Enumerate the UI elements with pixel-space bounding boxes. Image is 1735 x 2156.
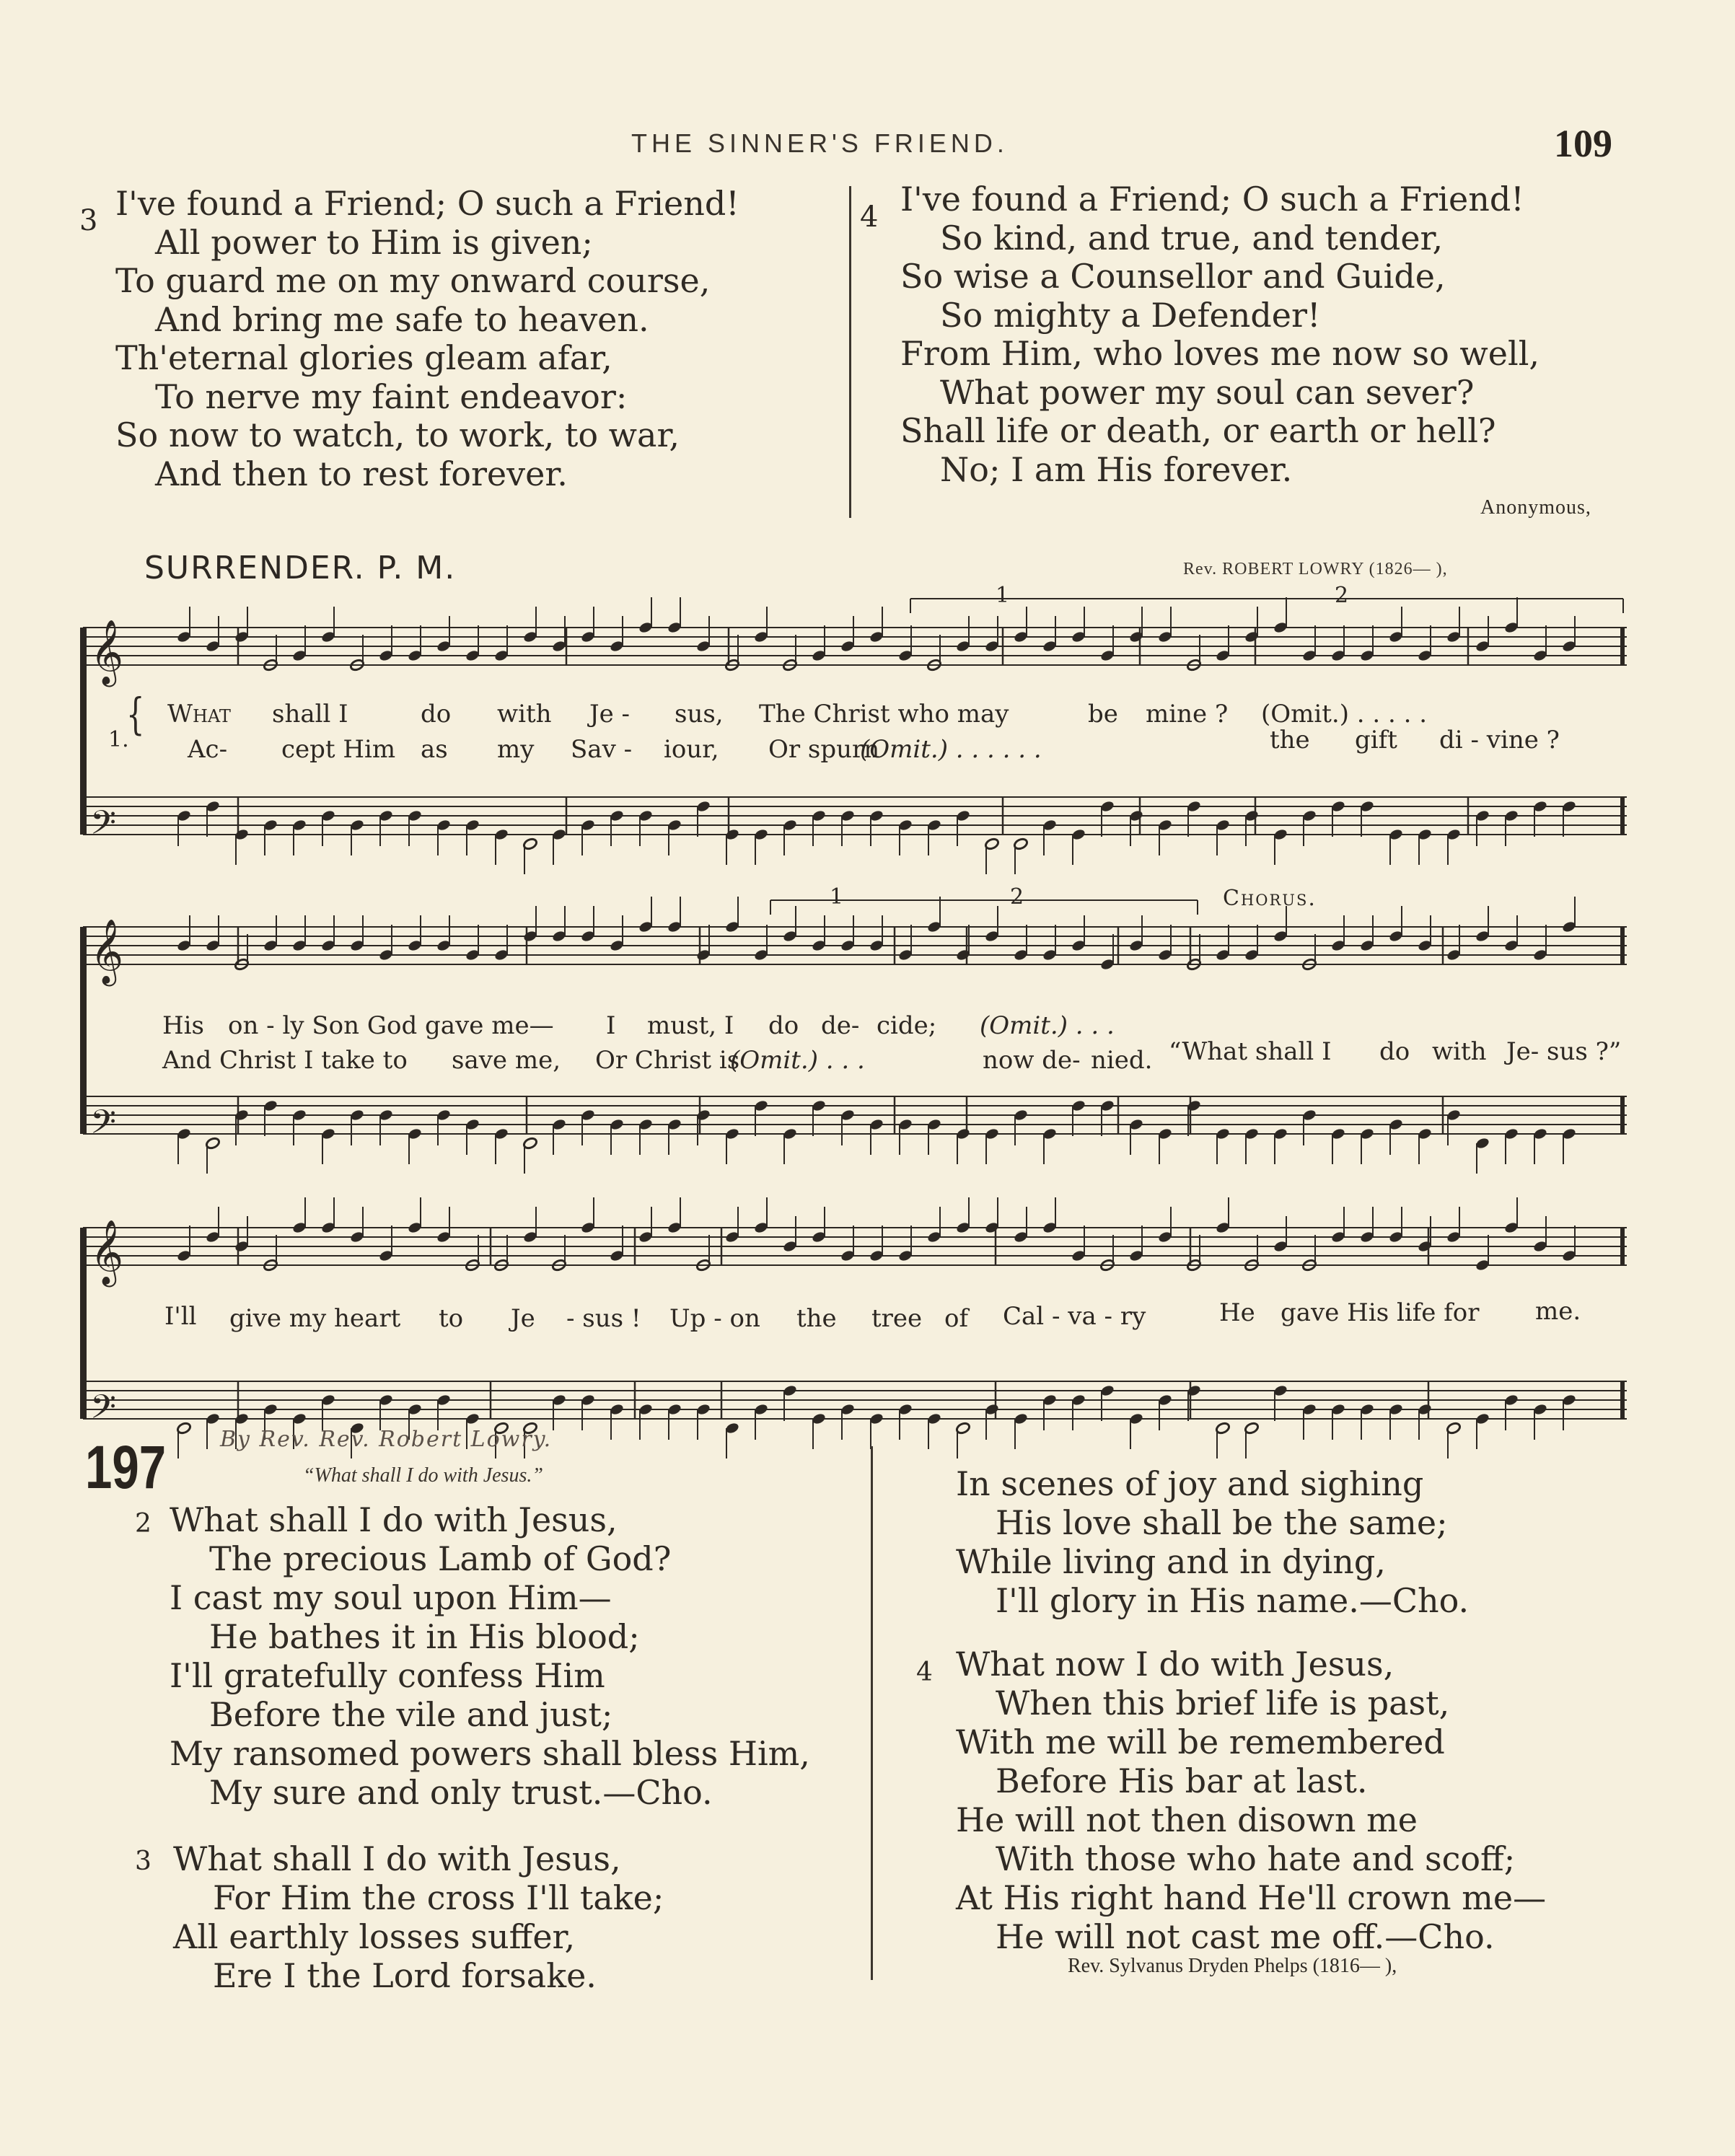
running-title: THE SINNER'S FRIEND. <box>631 128 1009 158</box>
lyric: shall I <box>272 700 348 729</box>
verse-line: While living and in dying, <box>956 1542 1386 1581</box>
attribution-anonymous: Anonymous, <box>1480 496 1591 519</box>
lyric: - sus ! <box>566 1304 641 1333</box>
stanza-2 <box>170 1500 862 1812</box>
lyric: be <box>1088 700 1118 729</box>
lyric: And Christ I take to <box>162 1046 408 1075</box>
lyric: His <box>162 1011 204 1040</box>
lyric: Ac- <box>188 735 228 764</box>
verse-line: So wise a Counsellor and Guide, <box>900 257 1446 296</box>
verse-line: So now to watch, to work, to war, <box>115 415 680 454</box>
verse-line: His love shall be the same; <box>996 1503 1448 1542</box>
svg-text:𝄢: 𝄢 <box>90 804 117 850</box>
lyric: cide; <box>877 1011 937 1040</box>
lyric: do <box>768 1011 799 1040</box>
verse-line: What shall I do with Jesus, <box>173 1839 621 1878</box>
verse-4-number: 4 <box>860 201 879 234</box>
verse-line: So kind, and true, and tender, <box>940 218 1444 258</box>
verse-line: I'll glory in His name.—Cho. <box>996 1581 1470 1620</box>
lyric: as <box>421 735 448 764</box>
stanza-number: 1. <box>108 727 129 752</box>
verse-line: For Him the cross I'll take; <box>213 1878 664 1917</box>
hymn-number: 197 <box>85 1433 167 1501</box>
lyric: save me, <box>452 1046 561 1075</box>
volta-2-label: 2 <box>1335 583 1349 608</box>
verse-line: What shall I do with Jesus, <box>170 1500 618 1539</box>
lyric: to <box>439 1304 464 1333</box>
verse-line: At His right hand He'll crown me— <box>956 1878 1547 1917</box>
lyric: the <box>1270 726 1310 754</box>
volta-2-label-system2: 2 <box>1010 884 1024 910</box>
lyric: do <box>1379 1037 1410 1066</box>
lyric: mine ? <box>1146 700 1229 729</box>
lyric: I'll <box>164 1302 197 1331</box>
lyric: with <box>497 700 552 729</box>
lyric: now de- <box>983 1046 1081 1075</box>
lyric: with <box>1432 1037 1487 1066</box>
lyric: sus, <box>675 700 724 729</box>
verse-line: My ransomed powers shall bless Him, <box>170 1734 810 1773</box>
lyric: “What shall I <box>1169 1037 1332 1066</box>
lyric: iour, <box>664 735 719 764</box>
verse-line: I've found a Friend; O such a Friend! <box>115 184 739 223</box>
lyric: give my heart <box>229 1304 401 1333</box>
stanza-3 <box>173 1839 866 1995</box>
verse-line: To guard me on my onward course, <box>115 261 711 300</box>
lyric: tree <box>871 1304 923 1333</box>
svg-text:𝄞: 𝄞 <box>90 919 124 984</box>
verse-line: When this brief life is past, <box>996 1684 1450 1722</box>
verse-line: No; I am His forever. <box>940 449 1293 489</box>
column-divider-lower <box>871 1446 873 1980</box>
lyric: Je- sus ?” <box>1506 1037 1622 1066</box>
lyric: de- <box>821 1011 860 1040</box>
lyric: gave His life for <box>1281 1298 1480 1327</box>
stanza-4 <box>956 1645 1677 1956</box>
lyric: cept Him <box>281 735 396 764</box>
lyric: my <box>497 735 535 764</box>
composer-credit: Rev. ROBERT LOWRY (1826— ), <box>1183 560 1448 578</box>
lyric: Or spurn <box>768 735 880 764</box>
lyric: me. <box>1535 1297 1581 1326</box>
svg-text:𝄢: 𝄢 <box>90 1388 117 1435</box>
verse-line: To nerve my faint endeavor: <box>155 377 628 416</box>
stanza-2-number: 2 <box>135 1509 151 1539</box>
stanza-3-continued <box>956 1464 1677 1620</box>
verse-line: I'll gratefully confess Him <box>170 1656 605 1695</box>
verse-line: Ere I the Lord forsake. <box>213 1956 597 1995</box>
lyric-omit: (Omit.) . . . <box>730 1046 865 1075</box>
verse-line: From Him, who loves me now so well, <box>900 334 1540 373</box>
lyric-omit: (Omit.) . . . . . <box>1261 700 1428 729</box>
lyric: What <box>167 700 231 729</box>
page-number: 109 <box>1554 122 1612 165</box>
verse-line: And then to rest forever. <box>155 454 568 493</box>
verse-line: He will not cast me off.—Cho. <box>996 1917 1495 1956</box>
chorus-label: Chorus. <box>1223 886 1317 911</box>
lyric-omit: (Omit.) . . . <box>980 1011 1115 1040</box>
lyric: The Christ who may <box>759 700 1009 729</box>
lyric: gift <box>1355 726 1397 754</box>
volta-1-label: 1 <box>996 583 1010 608</box>
tune-title: SURRENDER. P. M. <box>144 550 457 586</box>
hymn-subtitle: “What shall I do with Jesus.” <box>303 1464 543 1487</box>
lyric: must, I <box>647 1011 734 1040</box>
lyric: the <box>796 1304 837 1333</box>
verse-line: Th'eternal glories gleam afar, <box>115 338 612 377</box>
verse-line: With me will be remembered <box>956 1722 1445 1761</box>
verse-line: What now I do with Jesus, <box>956 1645 1394 1684</box>
svg-text:𝄢: 𝄢 <box>90 1103 117 1150</box>
stanza-3-number: 3 <box>135 1847 151 1876</box>
verse-line: In scenes of joy and sighing <box>956 1464 1424 1503</box>
lyric: Up - on <box>669 1304 760 1333</box>
lyric-omit: (Omit.) . . . . . . <box>860 735 1042 764</box>
hymn-author: Rev. Sylvanus Dryden Phelps (1816— ), <box>1068 1955 1397 1977</box>
lyric: Je - <box>589 700 631 729</box>
verse-line: And bring me safe to heaven. <box>155 299 649 339</box>
verse-line: I've found a Friend; O such a Friend! <box>900 180 1524 219</box>
stanza-4-number: 4 <box>916 1658 933 1687</box>
lyric: Or Christ is <box>595 1046 740 1075</box>
verse-line: With those who hate and scoff; <box>996 1839 1516 1878</box>
verse-line: All power to Him is given; <box>155 222 593 262</box>
verse-line: Before His bar at last. <box>996 1761 1368 1800</box>
svg-text:𝄞: 𝄞 <box>90 620 124 685</box>
lyric: di - vine ? <box>1439 726 1560 754</box>
lyric: Cal - va - ry <box>1003 1302 1146 1331</box>
lyric: nied. <box>1091 1046 1153 1075</box>
verse-line: He bathes it in His blood; <box>209 1617 640 1656</box>
lyric: Je <box>511 1304 535 1333</box>
lyric: do <box>421 700 452 729</box>
lyric: I <box>606 1011 616 1040</box>
verse-line: Shall life or death, or earth or hell? <box>900 411 1496 450</box>
verse-line: The precious Lamb of God? <box>209 1539 672 1578</box>
verse-line: All earthly losses suffer, <box>173 1917 576 1956</box>
brace: { <box>126 690 145 740</box>
volta-1-label-system2: 1 <box>830 884 844 910</box>
lyric: He <box>1219 1298 1255 1327</box>
handwritten-note: By Rev. Rev. Robert Lowry. <box>220 1427 553 1452</box>
verse-line: My sure and only trust.—Cho. <box>209 1773 713 1812</box>
lyric: on - ly Son God gave me— <box>228 1011 554 1040</box>
lyric: Sav - <box>571 735 633 764</box>
lyric: of <box>944 1304 969 1333</box>
verse-3-number: 3 <box>79 204 98 237</box>
verse-line: What power my soul can sever? <box>940 372 1475 412</box>
verse-line: He will not then disown me <box>956 1800 1418 1839</box>
verse-line: Before the vile and just; <box>209 1695 613 1734</box>
verse-line: So mighty a Defender! <box>940 295 1321 335</box>
svg-text:𝄞: 𝄞 <box>90 1220 124 1285</box>
verse-line: I cast my soul upon Him— <box>170 1578 612 1617</box>
